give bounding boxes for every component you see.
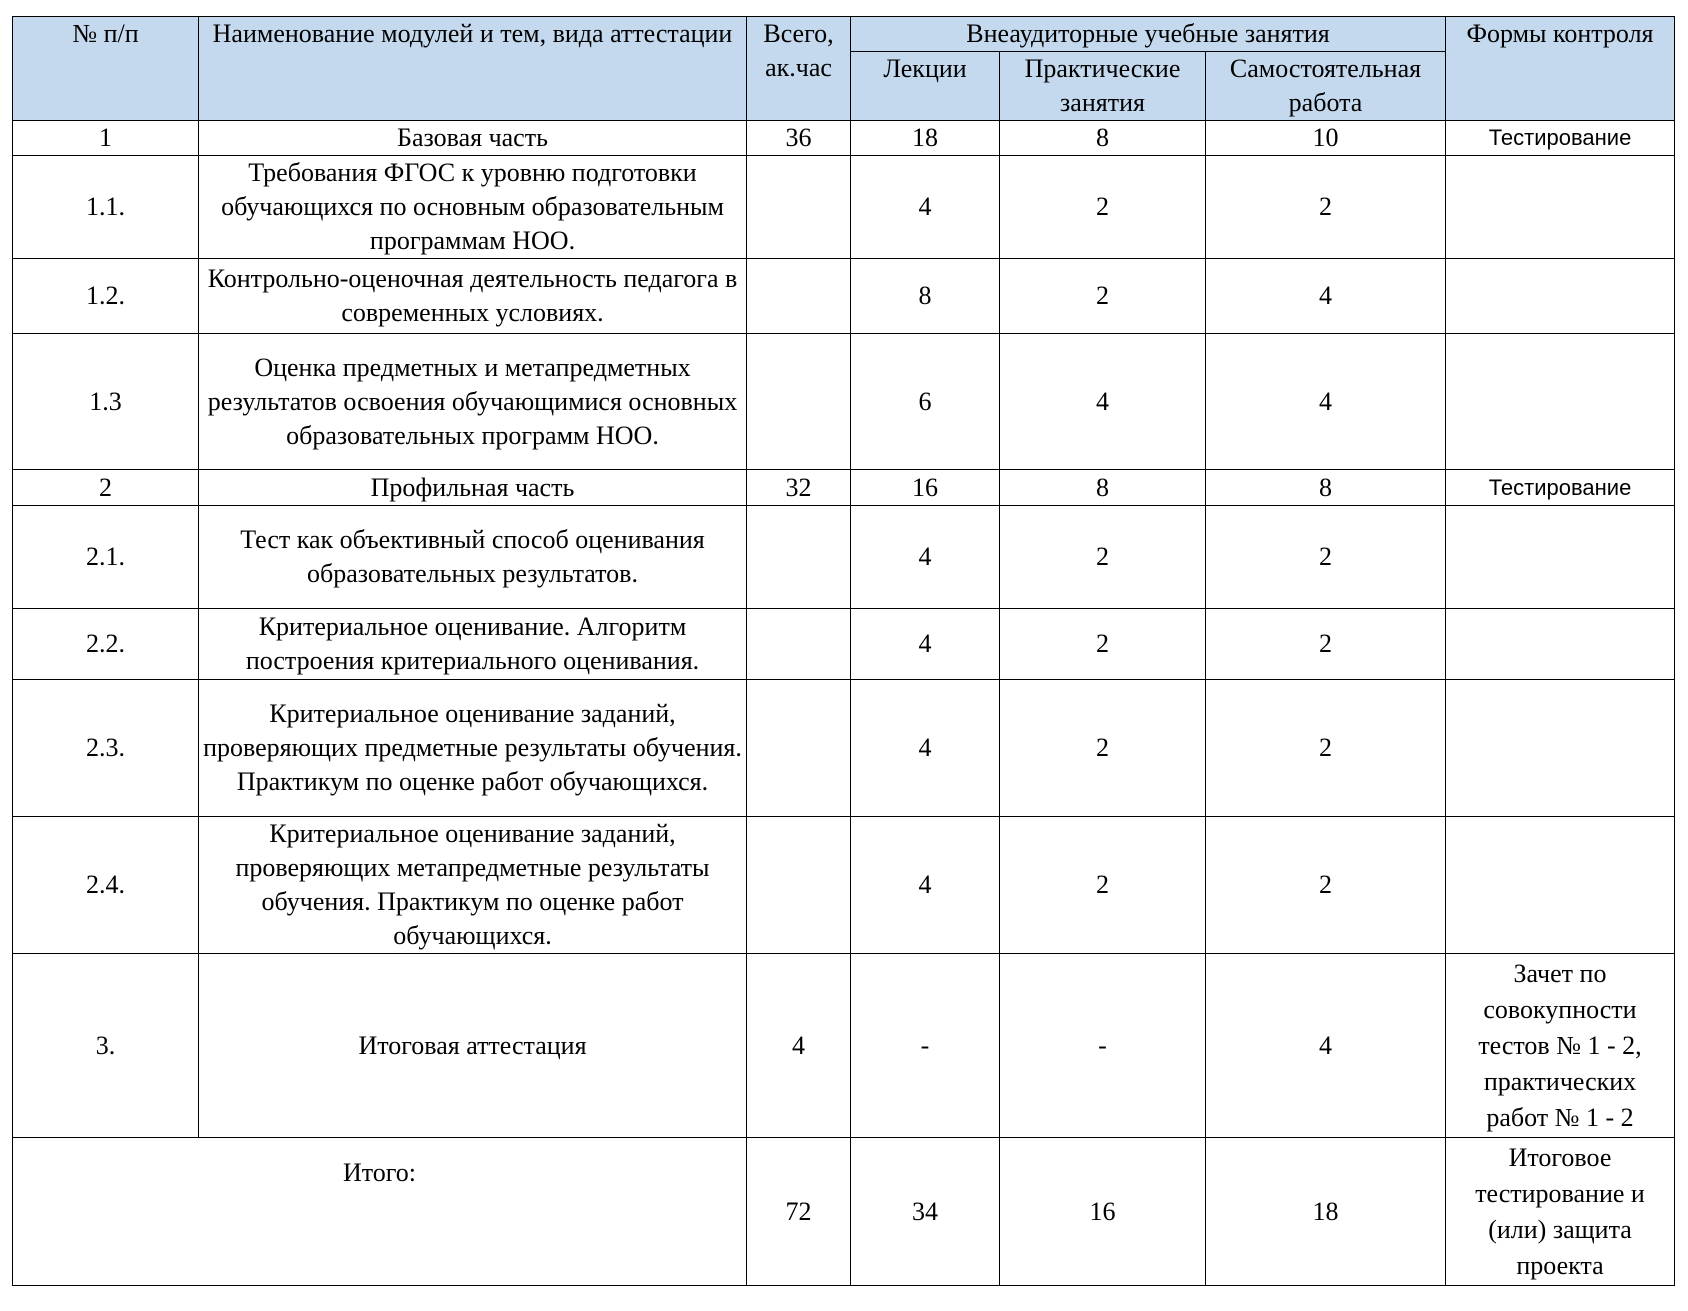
row-num: 2: [13, 470, 199, 506]
row-lectures: 6: [851, 334, 1000, 470]
row-num: 2.2.: [13, 609, 199, 680]
header-total: Всего, ак.час: [747, 17, 851, 121]
row-control: [1446, 156, 1675, 259]
table-row: [13, 334, 1675, 470]
row-lectures: 8: [851, 259, 1000, 334]
row-total: [747, 334, 851, 470]
row-num: 2.1.: [13, 506, 199, 609]
row-total: 4: [747, 954, 851, 1138]
row-lectures: 4: [851, 506, 1000, 609]
row-num: 1: [13, 121, 199, 156]
row-name: Оценка предметных и метапредметных результатов освоения обучающимися основных образовательных программ НОО.: [199, 334, 747, 470]
row-control: [1446, 817, 1675, 954]
row-practical: 2: [1000, 259, 1206, 334]
row-self-study: 2: [1206, 817, 1446, 954]
header-control: Формы контроля: [1446, 17, 1675, 121]
row-lectures: 4: [851, 609, 1000, 680]
table-row: [13, 817, 1675, 954]
row-num: 2.3.: [13, 680, 199, 817]
row-practical: 8: [1000, 121, 1206, 156]
row-name: Контрольно-оценочная деятельность педагога в современных условиях.: [199, 259, 747, 334]
table-row: [13, 470, 1675, 506]
row-control: [1446, 506, 1675, 609]
row-total: [747, 156, 851, 259]
row-self-study: 8: [1206, 470, 1446, 506]
row-lectures: 16: [851, 470, 1000, 506]
row-practical: 2: [1000, 156, 1206, 259]
total-practical: 16: [1000, 1138, 1206, 1286]
row-lectures: 4: [851, 156, 1000, 259]
header-self-study: Самостоятельная работа: [1206, 52, 1446, 121]
row-total: [747, 609, 851, 680]
row-name: Критериальное оценивание. Алгоритм построения критериального оценивания.: [199, 609, 747, 680]
row-total: [747, 506, 851, 609]
row-name: Тест как объективный способ оценивания образовательных результатов.: [199, 506, 747, 609]
row-control: Тестирование: [1446, 121, 1675, 156]
row-self-study: 2: [1206, 156, 1446, 259]
total-control: Итоговое тестирование и (или) защита проекта: [1446, 1138, 1675, 1286]
row-name: Требования ФГОС к уровню подготовки обучающихся по основным образовательным программам НОО.: [199, 156, 747, 259]
row-practical: 8: [1000, 470, 1206, 506]
row-self-study: 2: [1206, 506, 1446, 609]
row-total: [747, 259, 851, 334]
row-total: [747, 680, 851, 817]
row-self-study: 10: [1206, 121, 1446, 156]
row-total: 36: [747, 121, 851, 156]
row-control: Зачет по совокупности тестов № 1 - 2, практических работ № 1 - 2: [1446, 954, 1675, 1138]
header-num: № п/п: [13, 17, 199, 121]
row-name: Базовая часть: [199, 121, 747, 156]
row-practical: 2: [1000, 609, 1206, 680]
curriculum-table: [12, 16, 1675, 1286]
total-lectures: 34: [851, 1138, 1000, 1286]
table-row: [13, 506, 1675, 609]
row-practical: 4: [1000, 334, 1206, 470]
row-control: [1446, 609, 1675, 680]
table-row: [13, 121, 1675, 156]
row-self-study: 4: [1206, 334, 1446, 470]
row-name: Профильная часть: [199, 470, 747, 506]
row-name: Критериальное оценивание заданий, проверяющих предметные результаты обучения. Практикум по оценке работ обучающихся.: [199, 680, 747, 817]
row-num: 1.2.: [13, 259, 199, 334]
total-self-study: 18: [1206, 1138, 1446, 1286]
header-lectures: Лекции: [851, 52, 1000, 121]
row-control: [1446, 259, 1675, 334]
row-total: [747, 817, 851, 954]
row-num: 3.: [13, 954, 199, 1138]
header-practical: Практические занятия: [1000, 52, 1206, 121]
row-control: [1446, 680, 1675, 817]
table-row: [13, 954, 1675, 1138]
row-num: 2.4.: [13, 817, 199, 954]
row-practical: -: [1000, 954, 1206, 1138]
row-self-study: 4: [1206, 259, 1446, 334]
row-control: [1446, 334, 1675, 470]
total-label: Итого:: [13, 1138, 747, 1286]
row-self-study: 4: [1206, 954, 1446, 1138]
row-num: 1.3: [13, 334, 199, 470]
table-row: [13, 156, 1675, 259]
table-row: [13, 259, 1675, 334]
row-name: Итоговая аттестация: [199, 954, 747, 1138]
header-group: Внеаудиторные учебные занятия: [851, 17, 1446, 52]
total-row: [13, 1138, 1675, 1286]
row-lectures: 18: [851, 121, 1000, 156]
row-total: 32: [747, 470, 851, 506]
row-lectures: 4: [851, 817, 1000, 954]
row-lectures: -: [851, 954, 1000, 1138]
row-self-study: 2: [1206, 680, 1446, 817]
row-practical: 2: [1000, 817, 1206, 954]
table-header: [13, 17, 1675, 121]
total-hours: 72: [747, 1138, 851, 1286]
row-practical: 2: [1000, 680, 1206, 817]
row-control: Тестирование: [1446, 470, 1675, 506]
table-row: [13, 609, 1675, 680]
row-practical: 2: [1000, 506, 1206, 609]
row-self-study: 2: [1206, 609, 1446, 680]
row-lectures: 4: [851, 680, 1000, 817]
header-name: Наименование модулей и тем, вида аттестации: [199, 17, 747, 121]
row-name: Критериальное оценивание заданий, проверяющих метапредметные результаты обучения. Практикум по оценке работ обучающихся.: [199, 817, 747, 954]
table-row: [13, 680, 1675, 817]
row-num: 1.1.: [13, 156, 199, 259]
